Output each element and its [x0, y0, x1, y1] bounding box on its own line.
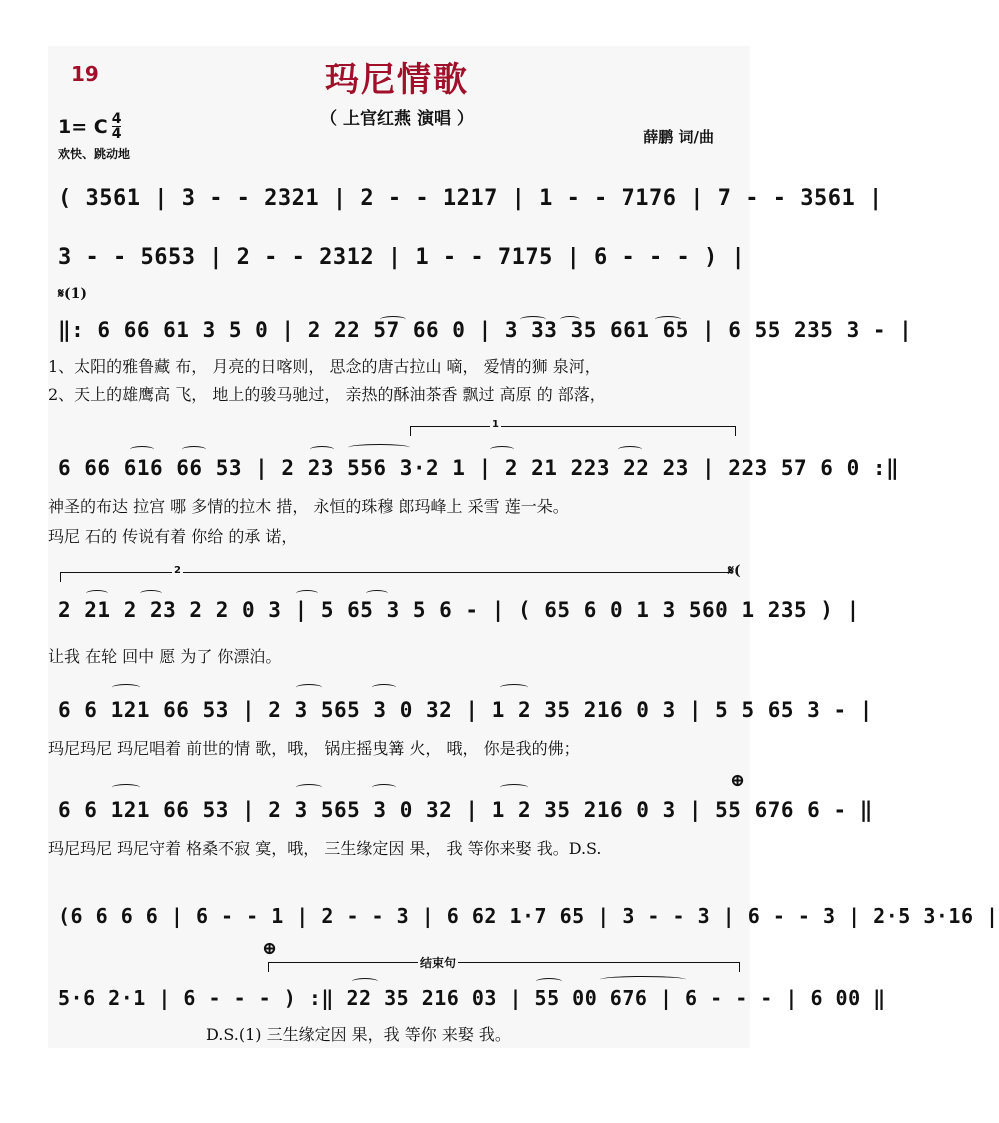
lyric-verse-2b: 玛尼 石的 传说有着 你给 的承 诺，: [48, 527, 298, 546]
page-number: 19: [71, 62, 99, 86]
music-line-2: 3 - - 5653 | 2 - - 2312 | 1 - - 7175 | 6 - - - ) |: [58, 245, 746, 270]
music-line-5: 2 21 2 23 2 2 0 3 | 5 65 3 5 6 - | ( 65 6 0 1 3 560 1 235 ) |: [58, 598, 860, 622]
slur-arc: [310, 446, 334, 453]
music-line-7: 6 6 121 66 53 | 2 3 565 3 0 32 | 1 2 35 216 0 3 | 55 676 6 - ‖: [58, 798, 873, 822]
music-line-8: (6 6 6 6 | 6 - - 1 | 2 - - 3 | 6 62 1·7 65 | 3 - - 3 | 6 - - 3 | 2·5 3·16 |: [58, 904, 999, 928]
lyric-chorus-2: 玛尼玛尼 玛尼守着 格桑不寂 寞，哦， 三生缘定因 果， 我 等你来娶 我。D.S.: [48, 839, 602, 858]
music-line-9: 5·6 2·1 | 6 - - - ) :‖ 22 35 216 03 | 55 00 676 | 6 - - - | 6 00 ‖: [58, 986, 886, 1010]
volta-2-label: 2: [174, 565, 181, 576]
tie-arc: [600, 976, 686, 983]
slur-arc: [296, 684, 322, 691]
time-signature: [112, 112, 122, 141]
volta-bracket-2: [60, 565, 732, 576]
music-line-4: 6 66 616 66 53 | 2 23 556 3·2 1 | 2 21 223 22 23 | 223 57 6 0 :‖: [58, 456, 900, 480]
tempo-marking: 欢快、跳动地: [58, 147, 131, 161]
ending-tick: [268, 963, 269, 972]
lyric-bridge: 让我 在轮 回中 愿 为了 你漂泊。: [48, 647, 282, 666]
slur-arc: [352, 978, 378, 985]
lyric-ending: D.S.(1) 三生缘定因 果，我 等你 来娶 我。: [206, 1025, 511, 1044]
volta-tick: [60, 573, 61, 582]
lyric-verse-2a: 2、天上的雄鹰高 飞， 地上的骏马驰过， 亲热的酥油茶香 飘过 高原 的 部落，: [48, 385, 606, 404]
ending-tick: [739, 963, 740, 972]
lyric-chorus-1: 玛尼玛尼 玛尼唱着 前世的情 歌，哦， 锅庄摇曳篝 火， 哦， 你是我的佛；: [48, 739, 580, 758]
music-line-6: 6 6 121 66 53 | 2 3 565 3 0 32 | 1 2 35 216 0 3 | 5 5 65 3 - |: [58, 698, 873, 722]
coda-icon: ⊕: [262, 938, 278, 959]
time-bottom: 4: [111, 126, 122, 142]
credit-line: 薛鹏 词/曲: [643, 128, 714, 146]
segno-end-mark: 𝄋(: [728, 563, 741, 579]
volta-bracket-1: [410, 419, 736, 430]
tie-arc: [348, 444, 410, 451]
slur-arc: [490, 446, 514, 453]
volta-1-label: 1: [492, 419, 499, 430]
slur-arc: [500, 684, 528, 691]
lyric-verse-1b: 神圣的布达 拉宫 哪 多情的拉木 措， 永恒的珠穆 郎玛峰上 采雪 莲一朵。: [48, 497, 569, 516]
performer-line: （ 上官红燕 演唱 ）: [320, 109, 474, 129]
slur-arc: [536, 978, 562, 985]
ending-label: 结束句: [420, 956, 457, 970]
segno-1-mark: 𝄋(1): [58, 286, 88, 302]
key-signature: [58, 112, 121, 141]
slur-arc: [372, 784, 396, 791]
slur-arc: [112, 784, 140, 791]
slur-arc: [366, 590, 388, 597]
volta-tick: [410, 427, 411, 436]
ending-bracket: [268, 956, 740, 970]
slur-arc: [296, 784, 322, 791]
song-title: 玛尼情歌: [325, 60, 469, 100]
key-text: 1= C: [58, 115, 108, 138]
slur-arc: [372, 684, 396, 691]
slur-arc: [130, 446, 154, 453]
slur-arc: [112, 684, 140, 691]
music-line-1: ( 3561 | 3 - - 2321 | 2 - - 1217 | 1 - - 7176 | 7 - - 3561 |: [58, 186, 883, 211]
slur-arc: [140, 590, 162, 597]
coda-icon: ⊕: [730, 770, 746, 791]
volta-tick: [735, 427, 736, 436]
slur-arc: [86, 590, 108, 597]
slur-arc: [296, 590, 318, 597]
slur-arc: [618, 446, 642, 453]
music-line-3: ‖: 6 66 61 3 5 0 | 2 22 57 66 0 | 3 33 35 661 65 | 6 55 235 3 - |: [58, 318, 913, 342]
slur-arc: [182, 446, 206, 453]
slur-arc: [500, 784, 528, 791]
lyric-verse-1a: 1、太阳的雅鲁藏 布， 月亮的日喀则， 思念的唐古拉山 嘀， 爱情的狮 泉河，: [48, 357, 601, 376]
time-top: 4: [111, 111, 122, 127]
